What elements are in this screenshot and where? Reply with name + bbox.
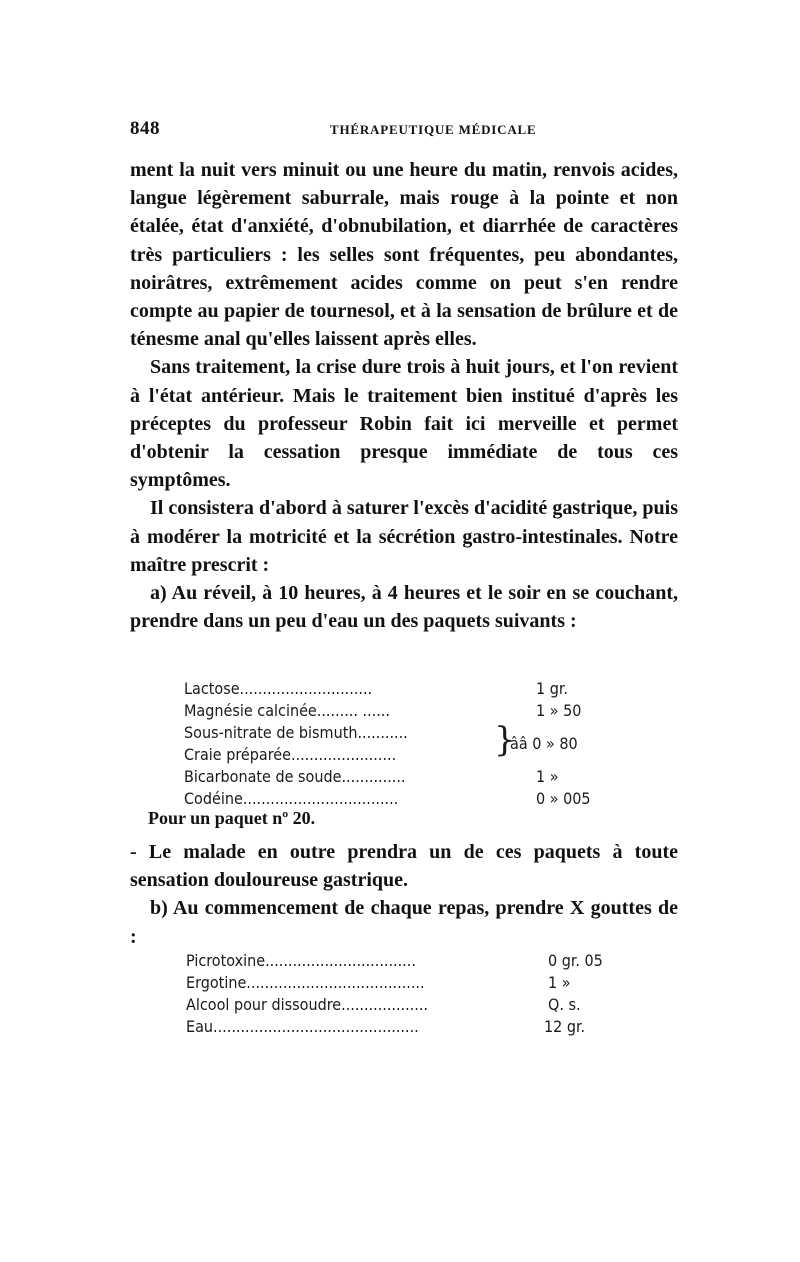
page-number: 848 bbox=[130, 118, 160, 139]
recipe-quantity: 0 gr. 05 bbox=[548, 951, 603, 970]
recipe-quantity: Q. s. bbox=[548, 995, 581, 1014]
recipe-quantity: 1 » bbox=[536, 767, 559, 786]
recipe-a-footer: Pour un paquet nº 20. bbox=[148, 808, 316, 828]
recipe-ingredient: Alcool pour dissoudre................... bbox=[186, 995, 428, 1014]
recipe-quantity: 1 » 50 bbox=[536, 701, 582, 720]
paragraph-continuation: ment la nuit vers minuit ou une heure du matin, renvois acides, langue légèrement saburrale, mais rouge à la pointe et non étalée, état d'anxiété, d'obnubilation, et diarrhée de caractères très particuliers : les selles sont fréquentes, peu abondantes, noirâtres, extrêmement acides comme on peut s'en rendre compte au papier de tournesol, et à la sensation de brûlure et de ténesme anal qu'elles laissent après elles. bbox=[130, 159, 678, 351]
paragraph-b: b) Au commencement de chaque repas, prendre X gouttes de : bbox=[130, 897, 678, 948]
grouping-brace: } bbox=[494, 720, 516, 760]
recipe-a bbox=[184, 678, 644, 808]
body-text-mid bbox=[130, 838, 678, 951]
paragraph-il-consistera: Il consistera d'abord à saturer l'excès d'acidité gastrique, puis à modérer la motricité et la sécrétion gastro-intestinales. Notre maître prescrit : bbox=[130, 497, 678, 576]
grouped-quantity: ââ 0 » 80 bbox=[510, 734, 578, 753]
recipe-ingredient: Lactose............................. bbox=[184, 679, 373, 698]
recipe-quantity: 1 gr. bbox=[536, 679, 568, 698]
running-head: THÉRAPEUTIQUE MÉDICALE bbox=[330, 122, 537, 137]
recipe-ingredient: Codéine.................................. bbox=[184, 789, 399, 808]
recipe-ingredient: Sous-nitrate de bismuth........... bbox=[184, 723, 408, 742]
recipe-quantity: 12 gr. bbox=[544, 1017, 586, 1036]
page-header bbox=[130, 118, 678, 148]
paragraph-le-malade: - Le malade en outre prendra un de ces paquets à toute sensation douloureuse gastrique. bbox=[130, 841, 678, 892]
recipe-ingredient: Ergotine....................................... bbox=[186, 973, 425, 992]
recipe-b bbox=[186, 950, 646, 1042]
recipe-ingredient: Magnésie calcinée......... ...... bbox=[184, 701, 390, 720]
recipe-quantity: 1 » bbox=[548, 973, 571, 992]
recipe-ingredient: Bicarbonate de soude.............. bbox=[184, 767, 406, 786]
recipe-quantity: 0 » 005 bbox=[536, 789, 591, 808]
recipe-ingredient: Picrotoxine................................. bbox=[186, 951, 416, 970]
body-text-top bbox=[130, 156, 678, 635]
paragraph-a: a) Au réveil, à 10 heures, à 4 heures et le soir en se couchant, prendre dans un peu d'eau un des paquets suivants : bbox=[130, 582, 678, 633]
recipe-ingredient: Eau............................................. bbox=[186, 1017, 419, 1036]
recipe-ingredient: Craie préparée....................... bbox=[184, 745, 397, 764]
paragraph-sans-traitement: Sans traitement, la crise dure trois à huit jours, et l'on revient à l'état antérieur. Mais le traitement bien institué d'après les préceptes du professeur Robin fait ici merveille et permet d'obtenir la cessation presque immédiate de tous ces symptômes. bbox=[130, 356, 678, 492]
